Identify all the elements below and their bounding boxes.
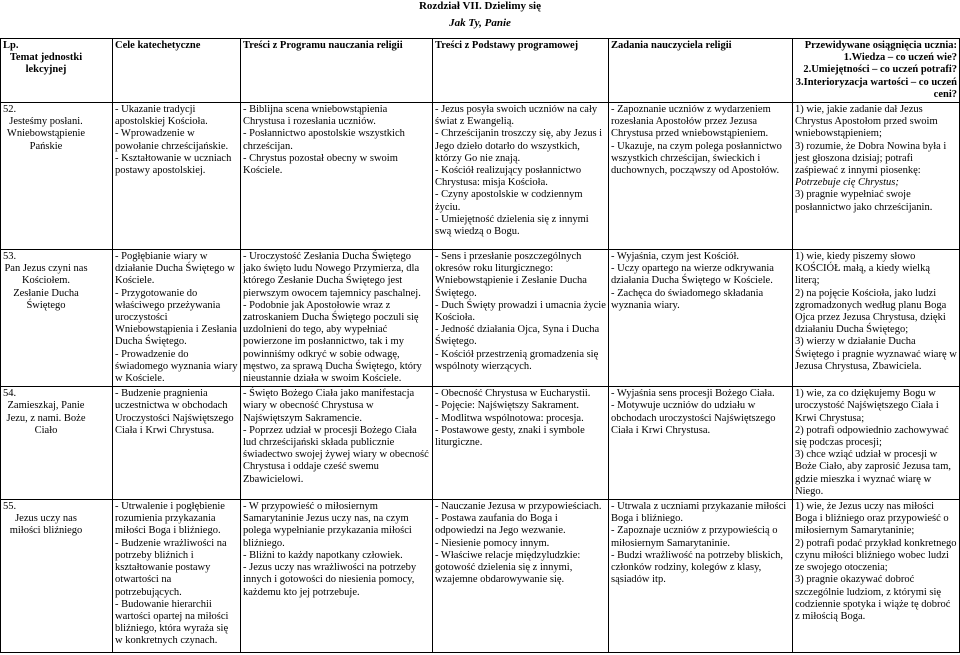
- outcome-item: 2) potrafi podać przykład konkretnego czynu miłości bliźniego wobec ludzi ze swojego otoczenia;: [795, 537, 957, 574]
- cell-tasks: [609, 500, 793, 653]
- cell-basis: [433, 103, 609, 250]
- header-row: [1, 39, 960, 103]
- header-outcomes-line: 2.Umiejętności – co uczeń potrafi?: [803, 64, 957, 76]
- table-row: [1, 387, 960, 500]
- lesson-number: 52.: [3, 104, 17, 116]
- chapter-title: Rozdział VII. Dzielimy się: [418, 0, 541, 12]
- goal-item: - Prowadzenie do świadomego wyznania wiary w Kościele.: [115, 348, 238, 385]
- header-goals: Cele katechetyczne: [113, 39, 241, 103]
- outcome-item: 3) wierzy w działanie Ducha Świętego i pragnie wyznawać wiarę w Jezusa Chrystusa, Zbawiciela.: [795, 336, 957, 372]
- header-outcomes-line: Przewidywane osiągnięcia ucznia:: [804, 40, 957, 51]
- program-item: - W przypowieść o miłosiernym Samarytaninie Jezus uczy nas, na czym polega wypełnianie przykazania miłości bliźniego.: [243, 501, 412, 549]
- header-basis: Treści z Podstawy programowej: [433, 39, 609, 103]
- cell-lp-topic: [1, 387, 113, 500]
- header-outcomes-line: 3.Interioryzacja wartości – co uczeń ceni?: [795, 76, 957, 100]
- basis-item: - Czyny apostolskie w codziennym życiu.: [435, 189, 583, 213]
- cell-lp-topic: [1, 500, 113, 653]
- task-item: - Zapoznanie uczniów z wydarzeniem rozesłania Apostołów przez Jezusa Chrystusa przed wniebowstąpieniem.: [611, 104, 771, 140]
- task-item: - Uczy opartego na wierze odkrywania działania Ducha Świętego w Kościele.: [611, 263, 774, 287]
- outcome-item: 1) wie, za co dziękujemy Bogu w uroczystość Najświętszego Ciała i Krwi Chrystusa;: [795, 388, 939, 424]
- goal-item: - Utrwalenie i pogłębienie rozumienia przykazania miłości Boga i bliźniego.: [115, 501, 225, 537]
- lesson-number: 54.: [3, 388, 17, 400]
- basis-item: - Chrześcijanin troszczy się, aby Jezus i Jego dzieło dotarło do wszystkich, którzy Go nie znają.: [435, 128, 603, 164]
- table-row: [1, 500, 960, 653]
- task-item: - Utrwala z uczniami przykazanie miłości Boga i bliźniego.: [611, 501, 787, 525]
- task-item: - Wyjaśnia, czym jest Kościół.: [611, 251, 740, 263]
- task-item: - Ukazuje, na czym polega posłannictwo wszystkich chrześcijan, świeckich i duchownych, począwszy od Apostołów.: [611, 140, 782, 177]
- basis-item: - Postawowe gesty, znaki i symbole liturgiczne.: [435, 424, 585, 449]
- cell-goals: [113, 387, 241, 500]
- cell-tasks: [609, 250, 793, 387]
- cell-goals: [113, 103, 241, 250]
- header-lp-topic: [1, 39, 113, 103]
- cell-program: [241, 500, 433, 653]
- basis-item: - Sens i przesłanie poszczególnych okresów roku liturgicznego: Wniebowstąpienie i Zesłanie Ducha Świętego.: [435, 251, 587, 299]
- task-item: - Motywuje uczniów do udziału w obchodach uroczystości Najświętszego Ciała i Krwi Chrystusa.: [611, 400, 776, 436]
- song-title: Potrzebuje cię Chrystus;: [795, 177, 899, 189]
- basis-item: - Umiejętność dzielenia się z innymi swą wiedzą o Bogu.: [435, 213, 589, 238]
- program-item: - Uroczystość Zesłania Ducha Świętego jako święto ludu Nowego Przymierza, dla którego Zesłanie Ducha Świętego jest pierwszym owocem tajemnicy paschalnej.: [243, 251, 421, 299]
- basis-item: - Nauczanie Jezusa w przypowieściach.: [435, 501, 602, 513]
- program-item: - Biblijna scena wniebowstąpienia Chrystusa i rozesłania uczniów.: [243, 104, 388, 128]
- table-row: [1, 103, 960, 250]
- cell-outcomes: [793, 250, 960, 387]
- program-item: - Święto Bożego Ciała jako manifestacja wiary w obecność Chrystusa w Najświętszym Sakramencie.: [243, 388, 415, 424]
- lesson-topic: Jesteśmy posłani. Wniebowstąpienie Pańskie: [6, 116, 86, 152]
- lesson-topic: Zamieszkaj, Panie Jezu, z nami. Boże Ciało: [6, 400, 86, 436]
- goal-item: - Kształtowanie w uczniach postawy apostolskiej.: [115, 152, 232, 177]
- basis-item: - Duch Święty prowadzi i umacnia życie Kościoła.: [435, 299, 606, 324]
- cell-tasks: [609, 387, 793, 500]
- outcome-item: 1) wie, kiedy piszemy słowo KOŚCIÓŁ małą, a kiedy wielką literą;: [795, 251, 931, 287]
- lesson-table: [0, 38, 960, 653]
- basis-item: - Obecność Chrystusa w Eucharystii.: [435, 388, 591, 400]
- cell-program: [241, 103, 433, 250]
- basis-item: - Modlitwa wspólnotowa: procesja.: [435, 412, 584, 424]
- cell-lp-topic: [1, 103, 113, 250]
- header-outcomes: [793, 39, 960, 103]
- outcome-item: 3) rozumie, że Dobra Nowina była i jest głoszona dzisiaj; potrafi zaśpiewać z innymi piosenkę:: [795, 140, 947, 177]
- goal-item: - Budowanie hierarchii wartości opartej na miłości bliźniego, która wyraża się w konkretnych czynach.: [115, 598, 229, 647]
- outcome-item: 3) chce wziąć udział w procesji w Boże Ciało, aby zaprosić Jezusa tam, gdzie mieszka i wyznać wiarę w Niego.: [795, 449, 951, 497]
- lesson-number: 53.: [3, 251, 17, 263]
- cell-tasks: [609, 103, 793, 250]
- chapter-subtitle: Jak Ty, Panie: [449, 17, 511, 29]
- goal-item: - Przygotowanie do właściwego przeżywania uroczystości Wniebowstąpienia i Zesłania Ducha Świętego.: [115, 287, 237, 348]
- basis-item: - Pojęcie: Najświętszy Sakrament.: [435, 400, 580, 412]
- basis-item: - Jezus posyła swoich uczniów na cały świat z Ewangelią.: [435, 104, 598, 128]
- outcome-item: 1) wie, że Jezus uczy nas miłości Boga i bliźniego oraz przypowieść o miłosiernym Samarytaninie;: [795, 501, 949, 537]
- cell-goals: [113, 500, 241, 653]
- cell-program: [241, 250, 433, 387]
- header-tasks: Zadania nauczyciela religii: [609, 39, 793, 103]
- basis-item: - Kościół przestrzenią gromadzenia się wspólnoty wierzących.: [435, 348, 599, 372]
- outcome-item: 1) wie, jakie zadanie dał Jezus Chrystus Apostołom przed swoim wniebowstąpieniem;: [795, 104, 938, 140]
- cell-basis: [433, 500, 609, 653]
- program-item: - Posłannictwo apostolskie wszystkich chrześcijan.: [243, 128, 405, 152]
- basis-item: - Kościół realizujący posłannictwo Chrystusa: misja Kościoła.: [435, 165, 582, 189]
- goal-item: - Pogłębianie wiary w działanie Ducha Świętego w Kościele.: [115, 251, 235, 287]
- cell-lp-topic: [1, 250, 113, 387]
- task-item: - Zapoznaje uczniów z przypowieścią o miłosiernym Samarytaninie.: [611, 525, 778, 549]
- program-item: - Chrystus pozostał obecny w swoim Kościele.: [243, 152, 398, 177]
- lesson-number: 55.: [3, 501, 17, 513]
- program-item: - Poprzez udział w procesji Bożego Ciała lud chrześcijański składa publicznie świadectwo swojej żywej wiary w obecność Chrystusa i oddaje cześć swemu Zbawicielowi.: [243, 424, 429, 485]
- cell-basis: [433, 250, 609, 387]
- cell-goals: [113, 250, 241, 387]
- outcome-item: 3) pragnie okazywać dobroć szczególnie ludziom, z którymi się codziennie spotyka i wiąże tę dobroć z miłością Boga.: [795, 574, 951, 622]
- table-row: [1, 250, 960, 387]
- program-item: - Jezus uczy nas wrażliwości na potrzeby innych i gotowości do niesienia pomocy, każdemu kto jej potrzebuje.: [243, 562, 417, 598]
- header-program: Treści z Programu nauczania religii: [241, 39, 433, 103]
- cell-outcomes: [793, 387, 960, 500]
- cell-outcomes: [793, 103, 960, 250]
- goal-item: - Ukazanie tradycji apostolskiej Kościoła.: [115, 104, 208, 128]
- task-item: - Wyjaśnia sens procesji Bożego Ciała.: [611, 388, 775, 400]
- basis-item: - Postawa zaufania do Boga i odpowiedzi na Jego wezwanie.: [435, 513, 566, 537]
- cell-basis: [433, 387, 609, 500]
- goal-item: - Budzenie pragnienia uczestnictwa w obchodach Uroczystości Najświętszego Ciała i Krwi Chrystusa.: [115, 388, 234, 436]
- cell-outcomes: [793, 500, 960, 653]
- cell-program: [241, 387, 433, 500]
- outcome-item: 2) potrafi odpowiednio zachowywać się podczas procesji;: [795, 424, 949, 449]
- header-outcomes-line: 1.Wiedza – co uczeń wie?: [843, 52, 957, 64]
- task-item: - Budzi wrażliwość na potrzeby bliskich, członków rodziny, kolegów z klasy, sąsiadów itp.: [611, 549, 784, 586]
- header-topic: Temat jednostki lekcyjnej: [9, 52, 83, 76]
- program-item: - Podobnie jak Apostołowie wraz z zatroskaniem Ducha Świętego poczuli się uzdolnieni do tego, aby wypełniać powierzone im posłannictwo, tak i my powinniśmy odkryć w sobie odwagę, męstwo, za sprawą Ducha Świętego, który nieustannie działa w swoim Kościele.: [243, 299, 422, 385]
- task-item: - Zachęca do świadomego składania wyznania wiary.: [611, 287, 764, 311]
- basis-item: - Jedność działania Ojca, Syna i Ducha Świętego.: [435, 324, 600, 348]
- outcome-item: 2) na pojęcie Kościoła, jako ludzi zgromadzonych według planu Boga Ojca przez Jezusa Chrystusa, dzięki działaniu Ducha Świętego;: [795, 287, 947, 336]
- basis-item: - Niesienie pomocy innym.: [435, 537, 550, 549]
- goal-item: - Budzenie wrażliwości na potrzeby bliźnich i kształtowanie postawy otwartości na potrzebujących.: [115, 537, 227, 598]
- basis-item: - Właściwe relacje międzyludzkie: gotowość dzielenia się z innymi, wzajemne obdarowywanie się.: [435, 549, 581, 586]
- outcome-item: 3) pragnie wypełniać swoje posłannictwo jako chrześcijanin.: [795, 189, 933, 213]
- header-lp: Lp.: [3, 40, 19, 51]
- lesson-topic: Pan Jezus czyni nas Kościołem. Zesłanie Ducha Świętego: [4, 263, 88, 311]
- lesson-topic: Jezus uczy nas miłości bliźniego: [9, 513, 83, 537]
- goal-item: - Wprowadzenie w powołanie chrześcijańskie.: [115, 128, 229, 152]
- program-item: - Bliźni to każdy napotkany człowiek.: [243, 549, 403, 561]
